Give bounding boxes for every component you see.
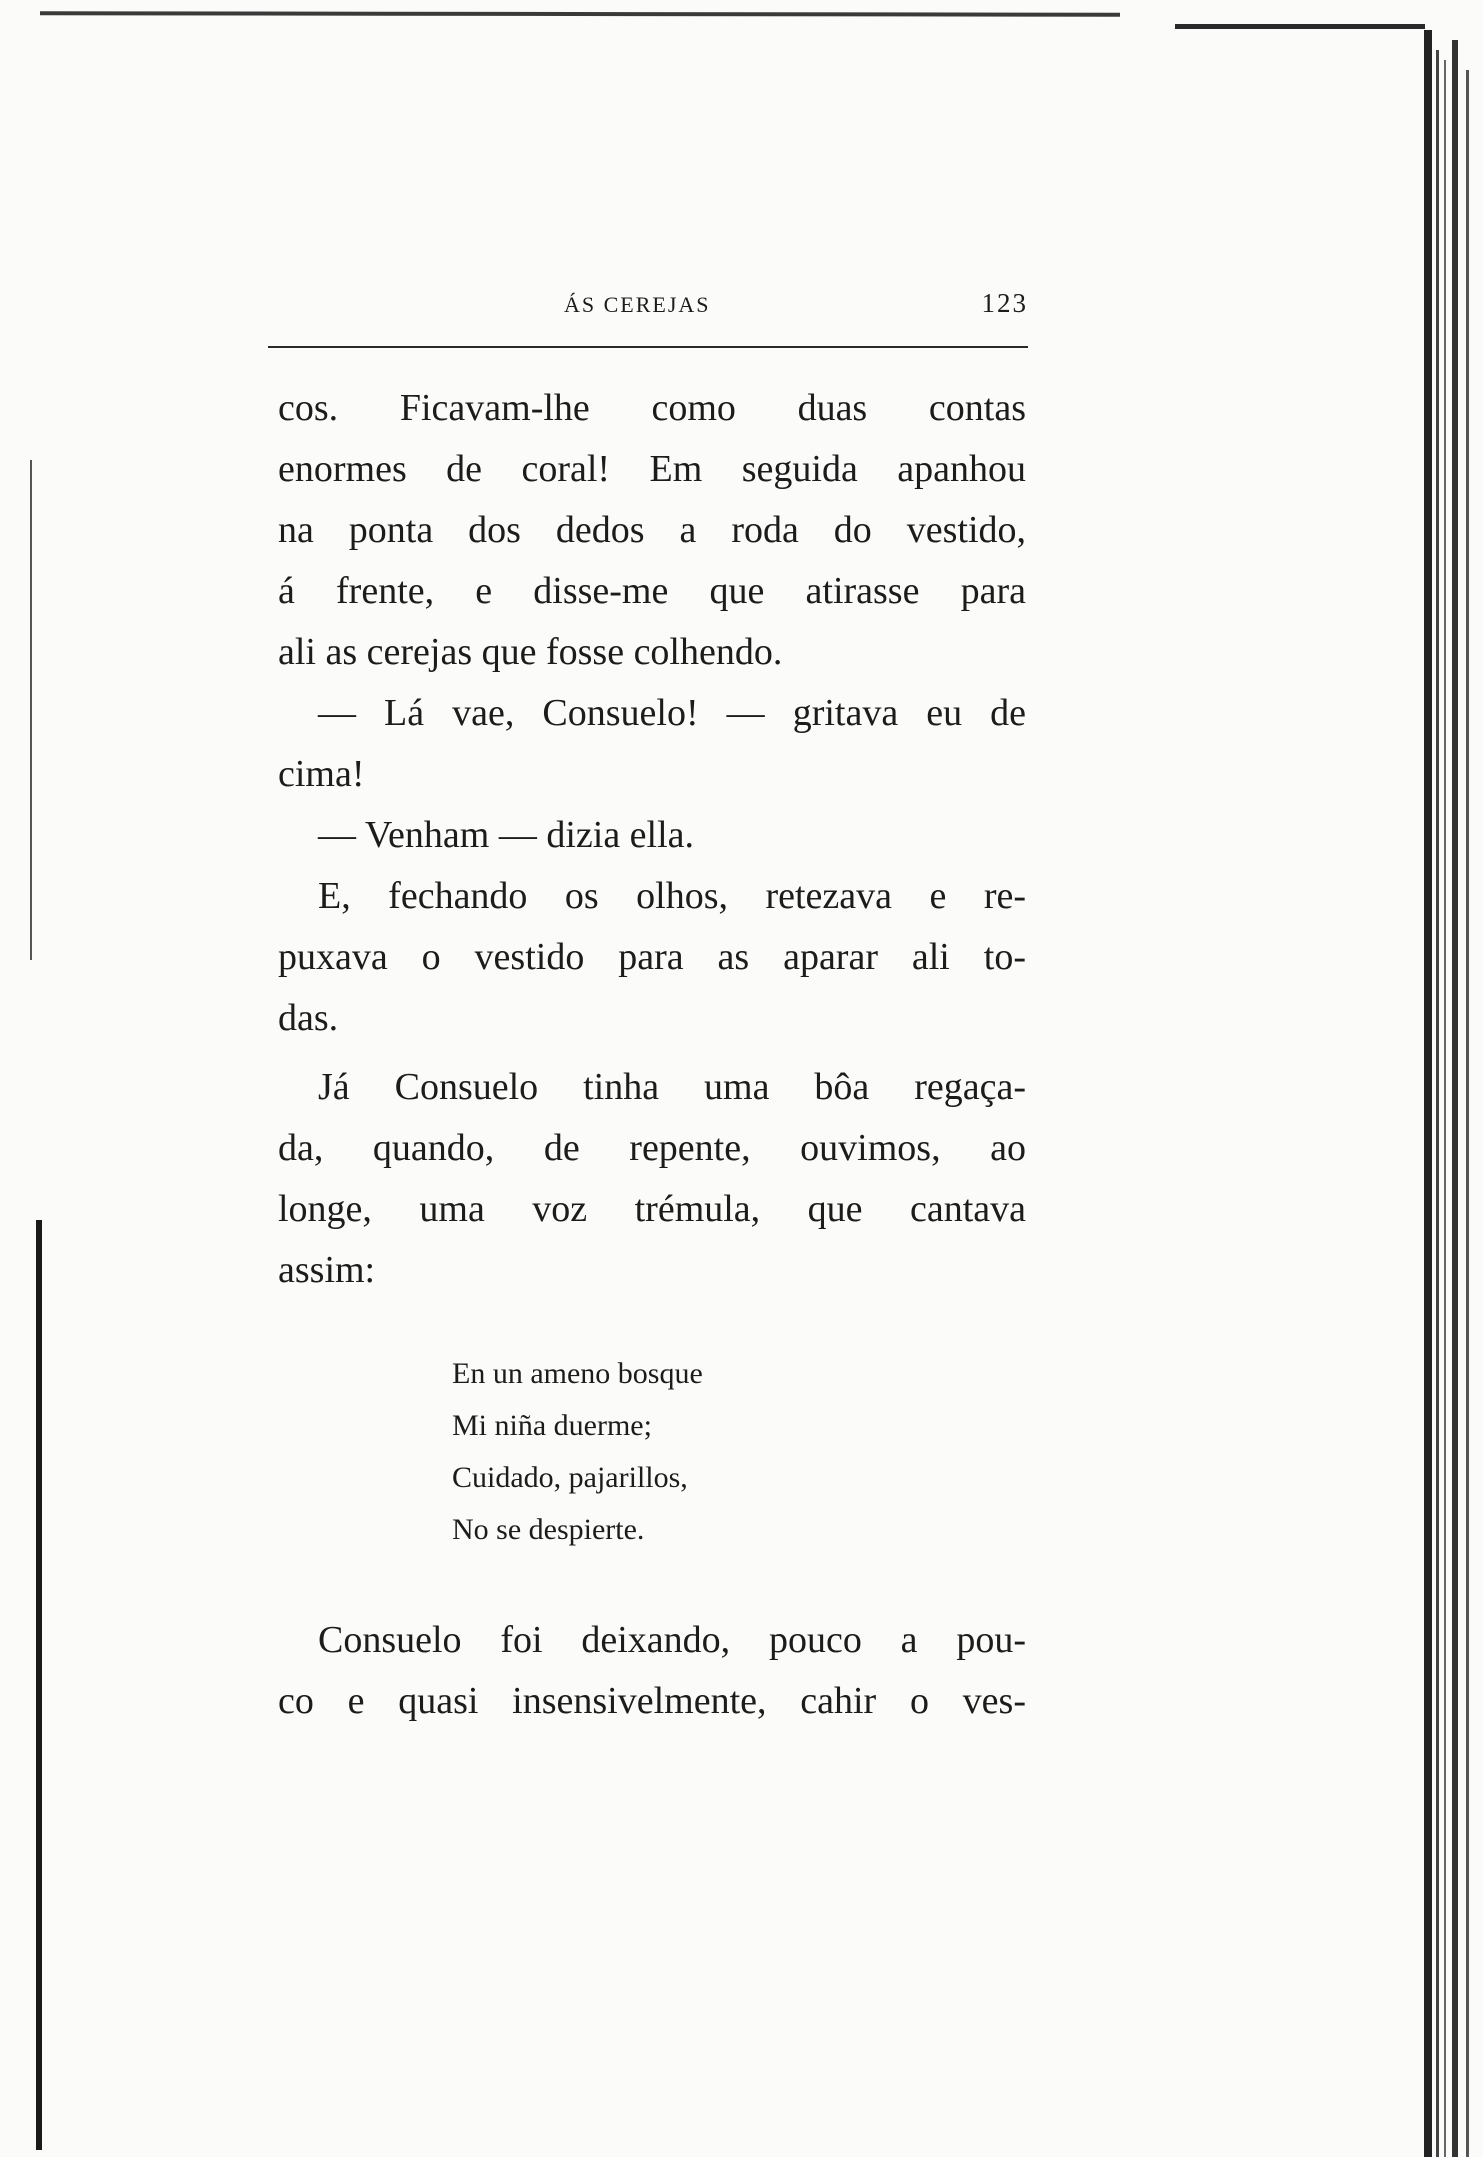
scan-edge-right (1466, 70, 1469, 2157)
text-line: co e quasi insensivelmente, cahir o ves- (278, 1680, 1026, 1722)
verse-line: Mi niña duerme; (452, 1409, 652, 1442)
text-line: enormes de coral! Em seguida apanhou (278, 448, 1026, 490)
text-line: cima! (278, 753, 365, 795)
page-number: 123 (981, 288, 1028, 318)
paragraph (278, 1057, 1026, 1301)
paragraph (278, 683, 1026, 805)
text-line: das. (278, 997, 339, 1039)
text-line: cos. Ficavam-lhe como duas contas (278, 387, 1026, 429)
header-rule (268, 346, 1028, 348)
text-line: — Venham — dizia ella. (318, 814, 695, 856)
text-line: da, quando, de repente, ouvimos, ao (278, 1127, 1026, 1169)
paragraph-gap (278, 1049, 1026, 1057)
scan-edge-right (1424, 30, 1432, 2157)
scan-edge-right (1444, 60, 1446, 2157)
text-line: puxava o vestido para as aparar ali to- (278, 936, 1026, 978)
scan-edge-left (36, 1220, 42, 2150)
text-line: — Lá vae, Consuelo! — gritava eu de (318, 692, 1026, 734)
text-line: assim: (278, 1249, 376, 1291)
scan-edge-right (1452, 40, 1458, 2157)
scan-edge-top-right (1175, 24, 1425, 29)
text-line: longe, uma voz trémula, que cantava (278, 1188, 1026, 1230)
scan-edge-left-thin (30, 460, 32, 960)
text-line: Já Consuelo tinha uma bôa regaça- (318, 1066, 1026, 1108)
verse-line: Cuidado, pajarillos, (452, 1461, 688, 1494)
verse-line: No se despierte. (452, 1513, 645, 1546)
verse-line: En un ameno bosque (452, 1357, 703, 1390)
text-line: ali as cerejas que fosse colhendo. (278, 631, 783, 673)
closing-paragraph (278, 1610, 1026, 1732)
paragraph (278, 805, 1026, 866)
paragraph (278, 866, 1026, 1049)
scan-edge-right (1436, 50, 1439, 2157)
running-title: ÁS CEREJAS (564, 292, 711, 317)
text-line: á frente, e disse-me que atirasse para (278, 570, 1026, 612)
verse-block (452, 1348, 703, 1556)
text-line: Consuelo foi deixando, pouco a pou- (318, 1619, 1026, 1661)
running-head (268, 288, 1028, 328)
text-line: na ponta dos dedos a roda do vestido, (278, 509, 1026, 551)
body-text (278, 378, 1026, 1301)
scan-edge-top (40, 11, 1120, 17)
text-line: E, fechando os olhos, retezava e re- (318, 875, 1026, 917)
paragraph (278, 378, 1026, 683)
